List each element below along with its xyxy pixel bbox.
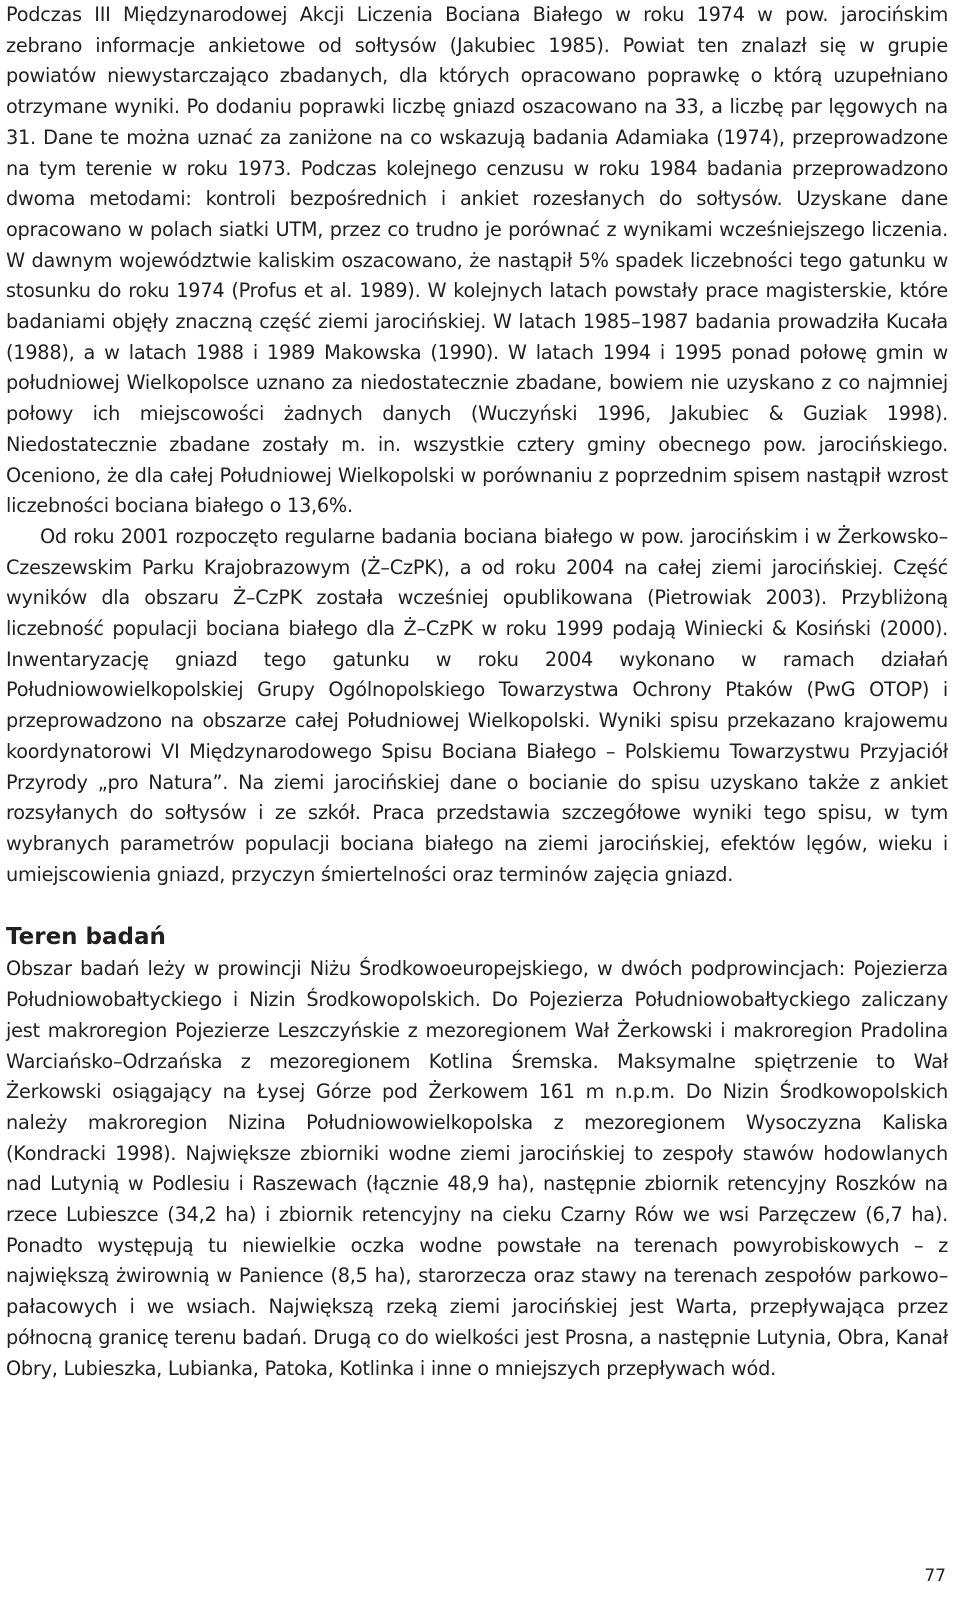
- section-heading-study-area: Teren badań: [6, 924, 166, 951]
- page-number: 77: [924, 1566, 946, 1586]
- document-page: [6, 0, 948, 1384]
- paragraph-census-history: Podczas III Międzynarodowej Akcji Liczenia Bociana Białego w roku 1974 w pow. jarocińskim zebrano informacje ankietowe od sołtysów (Jakubiec 1985). Powiat ten znalazł się w grupie powiatów niewystarczająco zbadanych, dla których opracowano poprawkę o którą uzupełniano otrzymane wyniki. Po dodaniu poprawki liczbę gniazd oszacowano na 33, a liczbę par lęgowych na 31. Dane te można uznać za zaniżone na co wskazują badania Adamiaka (1974), przeprowadzone na tym terenie w roku 1973. Podczas kolejnego cenzusu w roku 1984 badania przeprowadzono dwoma metodami: kontroli bezpośrednich i ankiet rozesłanych do sołtysów. Uzyskane dane opracowano w polach siatki UTM, przez co trudno je porównać z wynikami wcześniejszego liczenia. W dawnym województwie kaliskim oszacowano, że nastąpił 5% spadek liczebności tego gatunku w stosunku do roku 1974 (Profus et al. 1989). W kolejnych latach powstały prace magisterskie, które badaniami objęły znaczną część ziemi jarocińskiej. W latach 1985–1987 badania prowadziła Kucała (1988), a w latach 1988 i 1989 Makowska (1990). W latach 1994 i 1995 ponad połowę gmin w południowej Wielkopolsce uznano za niedostatecznie zbadane, bowiem nie uzyskano z co najmniej połowy ich miejscowości żadnych danych (Wuczyński 1996, Jakubiec & Guziak 1998). Niedostatecznie zbadane zostały m. in. wszystkie cztery gminy obecnego pow. jarocińskiego. Oceniono, że dla całej Południowej Wielkopolski w porównaniu z poprzednim spisem nastąpił wzrost liczebności bociana białego o 13,6%.: [6, 3, 948, 518]
- paragraph-study-area: Obszar badań leży w prowincji Niżu Środkowoeuropejskiego, w dwóch podprowincjach: Pojezierza Południowobałtyckiego i Nizin Środkowopolskich. Do Pojezierza Południowobałtyckiego zaliczany jest makroregion Pojezierze Leszczyńskie z mezoregionem Wał Żerkowski i makroregion Pradolina Warciańsko–Odrzańska z mezoregionem Kotlina Śremska. Maksymalne spiętrzenie to Wał Żerkowski osiągający na Łysej Górze pod Żerkowem 161 m n.p.m. Do Nizin Środkowopolskich należy makroregion Nizina Południowowielkopolska z mezoregionem Wysoczyzna Kaliska (Kondracki 1998). Największe zbiorniki wodne ziemi jarocińskiej to zespoły stawów hodowlanych nad Lutynią w Podlesiu i Raszewach (łącznie 48,9 ha), następnie zbiornik retencyjny Roszków na rzece Lubieszce (34,2 ha) i zbiornik retencyjny na cieku Czarny Rów we wsi Parzęczew (6,7 ha). Ponadto występują tu niewielkie oczka wodne powstałe na terenach powyrobiskowych – z największą żwirownią w Panience (8,5 ha), starorzecza oraz stawy na terenach zespołów parkowo–pałacowych i we wsiach. Największą rzeką ziemi jarocińskiej jest Warta, przepływająca przez północną granicę terenu badań. Drugą co do wielkości jest Prosna, a następnie Lutynia, Obra, Kanał Obry, Lubieszka, Lubianka, Patoka, Kotlinka i inne o mniejszych przepływach wód.: [6, 957, 948, 1380]
- paragraph-regular-research: Od roku 2001 rozpoczęto regularne badania bociana białego w pow. jarocińskim i w Żerkowsko–Czeszewskim Parku Krajobrazowym (Ż–CzPK), a od roku 2004 na całej ziemi jarocińskiej. Część wyników dla obszaru Ż–CzPK została wcześniej opublikowana (Pietrowiak 2003). Przybliżoną liczebność populacji bociana białego dla Ż–CzPK w roku 1999 podają Winiecki & Kosiński (2000). Inwentaryzację gniazd tego gatunku w roku 2004 wykonano w ramach działań Południowowielkopolskiej Grupy Ogólnopolskiego Towarzystwa Ochrony Ptaków (PwG OTOP) i przeprowadzono na obszarze całej Południowej Wielkopolski. Wyniki spisu przekazano krajowemu koordynatorowi VI Międzynarodowego Spisu Bociana Białego – Polskiemu Towarzystwu Przyjaciół Przyrody „pro Natura”. Na ziemi jarocińskiej dane o bocianie do spisu uzyskano także z ankiet rozsyłanych do sołtysów i ze szkół. Praca przedstawia szczegółowe wyniki tego spisu, w tym wybranych parametrów populacji bociana białego na ziemi jarocińskiej, efektów lęgów, wieku i umiejscowienia gniazd, przyczyn śmiertelności oraz terminów zajęcia gniazd.: [6, 524, 948, 886]
